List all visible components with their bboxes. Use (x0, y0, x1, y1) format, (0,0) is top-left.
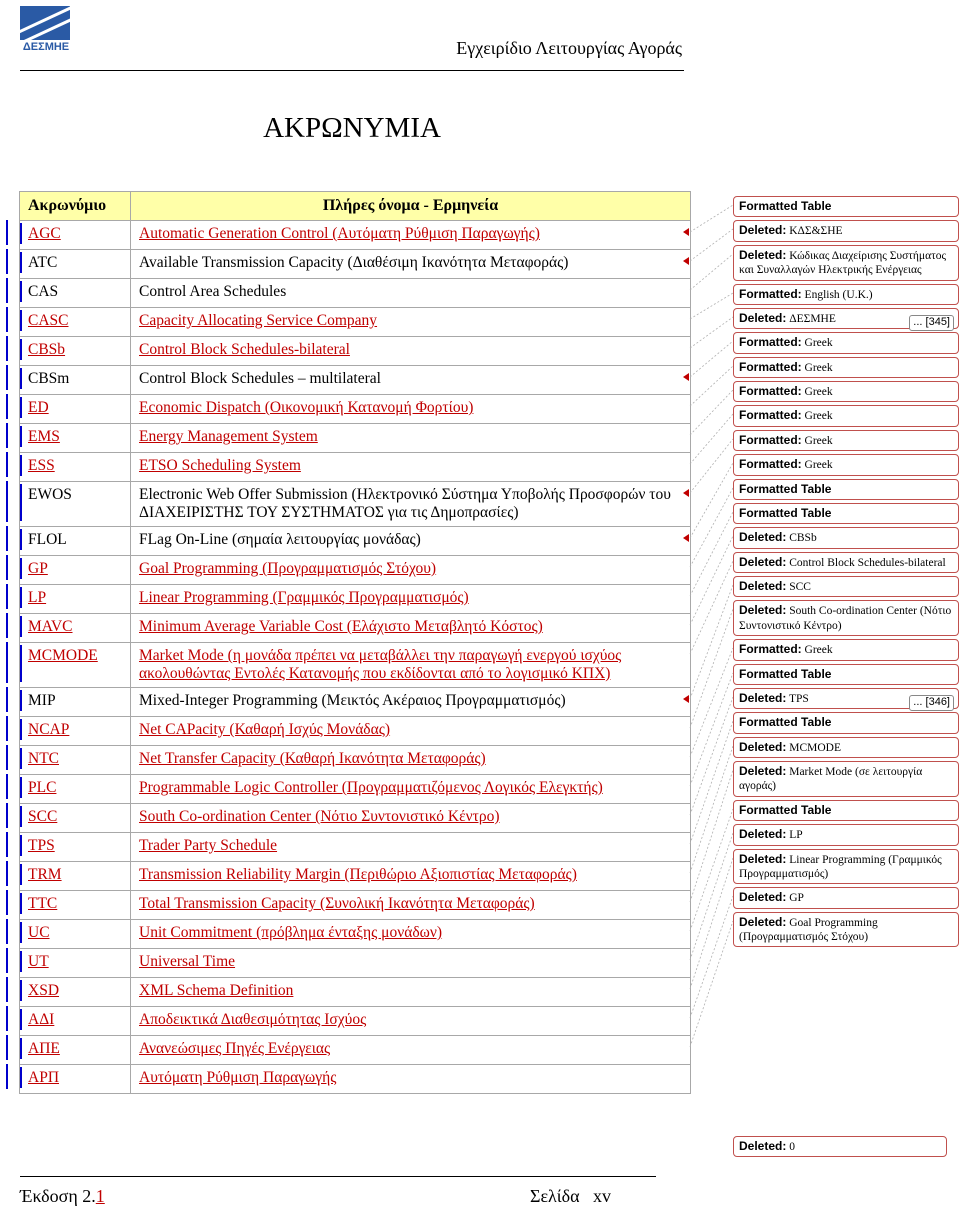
full-name-cell: Control Block Schedules-bilateral (131, 337, 691, 366)
leader-line (690, 833, 733, 960)
acronym-cell: MCMODE (20, 643, 131, 688)
more-link[interactable]: ... [346] (909, 695, 954, 711)
leader-line (690, 414, 733, 464)
change-bar (6, 249, 8, 274)
acronym-cell: ATC (20, 250, 131, 279)
full-name-cell: Economic Dispatch (Οικονομική Κατανομή Φορτίου) (131, 395, 691, 424)
full-name-cell: South Co-ordination Center (Νότιο Συντονιστικό Κέντρο) (131, 804, 691, 833)
change-bar (6, 526, 8, 551)
leader-line (690, 463, 733, 538)
acronym-cell: TPS (20, 833, 131, 862)
change-bar (6, 832, 8, 857)
full-name-cell: Αυτόματη Ρύθμιση Παραγωγής (131, 1065, 691, 1094)
acronym-cell: ΑΠΕ (20, 1036, 131, 1065)
revision-balloon[interactable]: Deleted: CBSb (733, 527, 959, 548)
revision-balloon[interactable]: Deleted: ΚΔΣ&ΣΗΕ (733, 220, 959, 241)
full-name-cell: Total Transmission Capacity (Συνολική Ικανότητα Μεταφοράς) (131, 891, 691, 920)
revision-balloon[interactable]: Formatted: Greek (733, 405, 959, 426)
leader-line (690, 536, 733, 625)
change-bar (6, 890, 8, 915)
acronym-cell: NCAP (20, 717, 131, 746)
change-bar (6, 1064, 8, 1089)
acronym-cell: UC (20, 920, 131, 949)
acronym-cell: MAVC (20, 614, 131, 643)
full-name-cell: Electronic Web Offer Submission (Ηλεκτρονικό Σύστημα Υποβολής Προσφορών του ΔΙΑΧΕΙΡΙΣΤΗΣ ΤΟΥ ΣΥΣΤΗΜΑΤΟΣ για τις Δημοπρασίες) (131, 482, 691, 527)
change-bar (6, 555, 8, 580)
leader-line (690, 697, 733, 815)
table-row (20, 395, 691, 424)
table-row (20, 1036, 691, 1065)
table-row (20, 643, 691, 688)
leader-line (690, 721, 733, 844)
leader-line (690, 229, 733, 261)
acronym-cell: CBSm (20, 366, 131, 395)
leader-line (690, 746, 733, 873)
revision-balloon[interactable]: Formatted Table (733, 800, 959, 821)
more-link[interactable]: ... [345] (909, 315, 954, 331)
table-row (20, 585, 691, 614)
acronym-cell: ΑΔΙ (20, 1007, 131, 1036)
full-name-cell: Capacity Allocating Service Company (131, 308, 691, 337)
acronym-cell: TRM (20, 862, 131, 891)
leader-line (690, 390, 733, 435)
revision-balloon[interactable]: Formatted: Greek (733, 381, 959, 402)
full-name-cell: Minimum Average Variable Cost (Ελάχιστο Μεταβλητό Κόστος) (131, 614, 691, 643)
footer-rule (20, 1176, 656, 1177)
change-bar (6, 1006, 8, 1031)
full-name-cell: Net CAPacity (Καθαρή Ισχύς Μονάδας) (131, 717, 691, 746)
leader-line (690, 205, 733, 232)
revision-balloon[interactable]: Formatted Table (733, 196, 959, 217)
table-row (20, 717, 691, 746)
revision-balloon[interactable]: Formatted Table (733, 712, 959, 733)
revision-balloons (733, 196, 959, 950)
change-bar (6, 452, 8, 477)
full-name-cell: Transmission Reliability Margin (Περιθώριο Αξιοπιστίας Μεταφοράς) (131, 862, 691, 891)
change-bar (6, 803, 8, 828)
table-row (20, 1065, 691, 1094)
change-bar (6, 613, 8, 638)
leader-line (690, 439, 733, 493)
revision-balloon[interactable]: Deleted: MCMODE (733, 737, 959, 758)
footer-edition: Έκδοση 2.1 (20, 1186, 105, 1206)
full-name-cell: Mixed-Integer Programming (Μεικτός Ακέραιος Προγραμματισμός) (131, 688, 691, 717)
table-row (20, 250, 691, 279)
acronym-cell: PLC (20, 775, 131, 804)
change-bar (6, 948, 8, 973)
revision-balloon[interactable]: Deleted: TPS ... [346] (733, 688, 959, 709)
revision-balloon[interactable]: Deleted: ΔΕΣΜΗΕ ... [345] (733, 308, 959, 329)
acronym-cell: UT (20, 949, 131, 978)
acronym-cell: FLOL (20, 527, 131, 556)
leader-line (690, 921, 733, 1047)
change-bar (6, 584, 8, 609)
revision-balloon[interactable]: Deleted: Κώδικας Διαχείρισης Συστήματος και Συναλλαγών Ηλεκτρικής Ενέργειας (733, 245, 959, 281)
revision-balloon[interactable]: Formatted: Greek (733, 430, 959, 451)
acronyms-table (19, 191, 691, 1094)
leader-line (690, 896, 733, 1018)
acronym-cell: XSD (20, 978, 131, 1007)
leader-line (690, 341, 733, 377)
full-name-cell: Programmable Logic Controller (Προγραμματιζόμενος Λογικός Ελεγκτής) (131, 775, 691, 804)
full-name-cell: Control Area Schedules (131, 279, 691, 308)
leader-line (690, 770, 733, 902)
leader-line (690, 488, 733, 567)
header-title: Εγχειρίδιο Λειτουργίας Αγοράς (456, 38, 682, 58)
full-name-cell: XML Schema Definition (131, 978, 691, 1007)
revision-balloon[interactable]: Formatted: Greek (733, 639, 959, 660)
table-row (20, 978, 691, 1007)
acronym-cell: EWOS (20, 482, 131, 527)
table-row (20, 949, 691, 978)
table-row (20, 746, 691, 775)
acronym-cell: CAS (20, 279, 131, 308)
revision-balloon[interactable]: Formatted: Greek (733, 332, 959, 353)
leader-line (690, 673, 733, 786)
change-bar (6, 307, 8, 332)
revision-balloon[interactable]: Deleted: Linear Programming (Γραμμικός Προγραμματισμός) (733, 849, 959, 885)
logo-text: ΔΕΣΜΗΕ (22, 41, 70, 53)
table-row (20, 775, 691, 804)
leader-line (690, 366, 733, 406)
table-row (20, 366, 691, 395)
table-row (20, 614, 691, 643)
full-name-cell: Control Block Schedules – multilateral (131, 366, 691, 395)
table-row (20, 556, 691, 585)
acronym-cell: EMS (20, 424, 131, 453)
full-name-cell: Universal Time (131, 949, 691, 978)
revision-balloon[interactable]: Deleted: SCC (733, 576, 959, 597)
acronym-cell: LP (20, 585, 131, 614)
change-bar (6, 481, 8, 522)
acronym-cell: AGC (20, 221, 131, 250)
revision-balloon[interactable]: Deleted: LP (733, 824, 959, 845)
full-name-cell: Αποδεικτικά Διαθεσιμότητας Ισχύος (131, 1007, 691, 1036)
full-name-cell: Market Mode (η μονάδα πρέπει να μεταβάλλει την παραγωγή ενεργού ισχύος ακολουθώντας Εντολές Κατανομής που εκδίδονται από το λογισμικό ΚΠΧ) (131, 643, 691, 688)
revision-balloon[interactable]: Formatted: Greek (733, 357, 959, 378)
table-row (20, 688, 691, 717)
header-rule (20, 70, 684, 71)
acronym-cell: ESS (20, 453, 131, 482)
acronym-cell: ED (20, 395, 131, 424)
full-name-cell: Unit Commitment (πρόβλημα ένταξης μονάδων) (131, 920, 691, 949)
table-row (20, 1007, 691, 1036)
full-name-cell: Trader Party Schedule (131, 833, 691, 862)
table-row (20, 804, 691, 833)
table-row (20, 482, 691, 527)
header-full-name: Πλήρες όνομα - Ερμηνεία (131, 192, 691, 221)
revision-balloon[interactable]: Deleted: South Co-ordination Center (Νότιο Συντονιστικό Κέντρο) (733, 600, 959, 636)
full-name-cell: Available Transmission Capacity (Διαθέσιμη Ικανότητα Μεταφοράς) (131, 250, 691, 279)
leader-line (690, 809, 733, 931)
footer-page: Σελίδα xv (530, 1186, 612, 1206)
revision-balloon[interactable]: Deleted: GP (733, 887, 959, 908)
change-bar (6, 394, 8, 419)
leader-line (690, 648, 733, 757)
page-title: ΑΚΡΩΝΥΜΙΑ (263, 112, 441, 144)
revision-balloon[interactable]: Formatted Table (733, 664, 959, 685)
change-bar (6, 919, 8, 944)
table-row (20, 920, 691, 949)
acronym-cell: MIP (20, 688, 131, 717)
change-bar (6, 423, 8, 448)
leader-line (690, 293, 733, 319)
table-row (20, 424, 691, 453)
revision-balloon[interactable]: Formatted: Greek (733, 454, 959, 475)
acronym-cell: ΑΡΠ (20, 1065, 131, 1094)
full-name-cell: Goal Programming (Προγραμματισμός Στόχου) (131, 556, 691, 585)
table-row (20, 862, 691, 891)
table-row (20, 453, 691, 482)
change-bar (6, 336, 8, 361)
full-name-cell: Net Transfer Capacity (Καθαρή Ικανότητα Μεταφοράς) (131, 746, 691, 775)
table-row (20, 221, 691, 250)
full-name-cell: Linear Programming (Γραμμικός Προγραμματισμός) (131, 585, 691, 614)
revision-balloon[interactable]: Deleted: Goal Programming (Προγραμματισμός Στόχου) (733, 912, 959, 948)
change-bar (6, 745, 8, 770)
revision-balloon[interactable]: Formatted Table (733, 479, 959, 500)
revision-balloon[interactable]: Deleted: Control Block Schedules-bilateral (733, 552, 959, 573)
leader-line (690, 254, 733, 290)
logo-mark (20, 6, 70, 40)
revision-balloon[interactable]: Formatted: English (U.K.) (733, 284, 959, 305)
full-name-cell: Automatic Generation Control (Αυτόματη Ρύθμιση Παραγωγής) (131, 221, 691, 250)
revision-balloon[interactable]: Deleted: Market Mode (σε λειτουργία αγοράς) (733, 761, 959, 797)
leader-line (690, 512, 733, 596)
change-bar (6, 365, 8, 390)
table-row (20, 279, 691, 308)
leader-line (690, 317, 733, 348)
leader-line (690, 858, 733, 989)
acronym-cell: NTC (20, 746, 131, 775)
change-bar (6, 861, 8, 886)
acronym-cell: SCC (20, 804, 131, 833)
acronym-cell: GP (20, 556, 131, 585)
table-row (20, 833, 691, 862)
change-bar (6, 687, 8, 712)
table-row (20, 891, 691, 920)
change-bar (6, 278, 8, 303)
full-name-cell: Energy Management System (131, 424, 691, 453)
table-row (20, 308, 691, 337)
change-bar (6, 1035, 8, 1060)
table-row (20, 527, 691, 556)
leader-line (690, 609, 733, 728)
acronym-cell: CASC (20, 308, 131, 337)
change-bar (6, 774, 8, 799)
change-bar (6, 220, 8, 245)
acronym-cell: TTC (20, 891, 131, 920)
table-row (20, 337, 691, 366)
change-bar (6, 642, 8, 683)
leader-line (690, 585, 733, 699)
full-name-cell: Ανανεώσιμες Πηγές Ενέργειας (131, 1036, 691, 1065)
leader-line (690, 561, 733, 654)
revision-balloon[interactable]: Formatted Table (733, 503, 959, 524)
change-bar (6, 977, 8, 1002)
header-acronym: Ακρωνύμιο (20, 192, 131, 221)
desmie-logo (20, 6, 72, 54)
acronym-cell: CBSb (20, 337, 131, 366)
full-name-cell: ETSO Scheduling System (131, 453, 691, 482)
revision-balloon-last[interactable]: Deleted: 0 (733, 1136, 947, 1160)
full-name-cell: FLag On-Line (σημαία λειτουργίας μονάδας) (131, 527, 691, 556)
change-bar (6, 716, 8, 741)
